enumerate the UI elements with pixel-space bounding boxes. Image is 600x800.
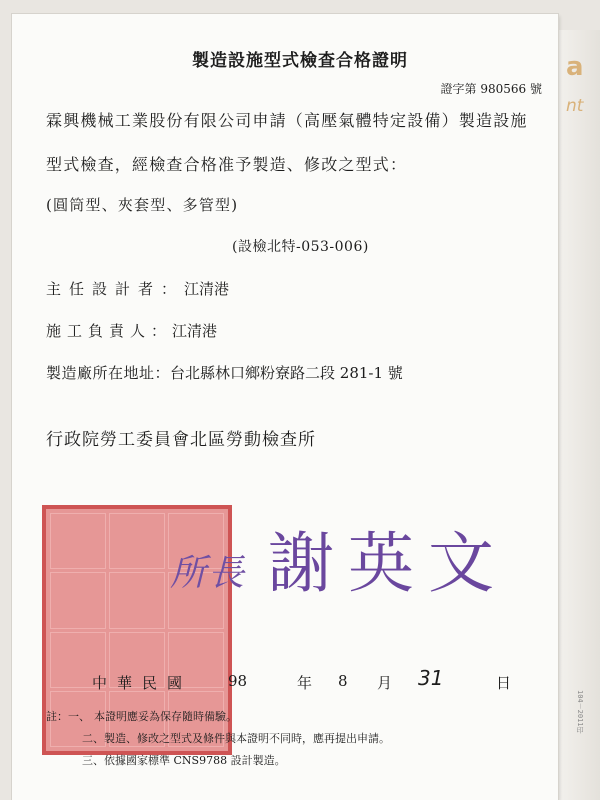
note-text: 本證明應妥為保存隨時備驗。 (94, 710, 237, 723)
field-label: 施工負責人： (46, 322, 173, 340)
field-label: 主任設計者： (46, 280, 185, 298)
signature-name: 謝英文 (268, 525, 508, 602)
field-construction-lead (46, 320, 217, 341)
field-value: 江清港 (172, 322, 218, 340)
field-factory-address (46, 362, 403, 383)
date-month: 8 (338, 672, 348, 690)
date-day-unit: 日 (496, 674, 512, 692)
issuing-agency: 行政院勞工委員會北區勞動檢查所 (46, 430, 316, 450)
edge-logo-fragment: a (566, 52, 584, 82)
body-text-line-1: 霖興機械工業股份有限公司申請（高壓氣體特定設備）製造設施 (46, 111, 528, 130)
signature-title: 所長 (170, 553, 247, 594)
notes-section (46, 706, 390, 772)
approved-types: (圓筒型、夾套型、多管型) (46, 196, 239, 214)
reference-number: (設檢北特-053-006) (232, 239, 369, 255)
note-item (46, 728, 390, 750)
note-text: 依據國家標準 CNS9788 設計製造。 (104, 754, 286, 767)
note-lead: 二、 (82, 732, 104, 745)
date-era: 中華民國 (92, 674, 193, 692)
adjacent-page-edge (558, 30, 600, 800)
note-lead: 註：一、 (46, 710, 90, 723)
note-lead: 三、 (82, 754, 104, 767)
note-item (46, 750, 390, 772)
note-text: 製造、修改之型式及條件與本證明不同時，應再提出申請。 (104, 732, 390, 745)
edge-text-fragment: nt (566, 96, 584, 116)
field-value: 台北縣林口鄉粉寮路二段 281-1 號 (170, 364, 403, 382)
document-title: 製造設施型式檢查合格證明 (192, 51, 408, 71)
note-item (46, 706, 390, 728)
edge-print-code: 104－2011印 (576, 690, 584, 734)
field-label: 製造廠所在地址： (46, 364, 171, 382)
date-day-handwritten: 31 (418, 666, 444, 690)
certificate-number: 證字第 980566 號 (440, 82, 542, 96)
body-text-line-2: 型式檢查，經檢查合格准予製造、修改之型式： (46, 155, 408, 174)
field-chief-designer (46, 278, 229, 299)
field-value: 江清港 (184, 280, 230, 298)
date-year-unit: 年 (297, 674, 313, 692)
date-year: 98 (228, 672, 248, 690)
date-month-unit: 月 (377, 674, 393, 692)
